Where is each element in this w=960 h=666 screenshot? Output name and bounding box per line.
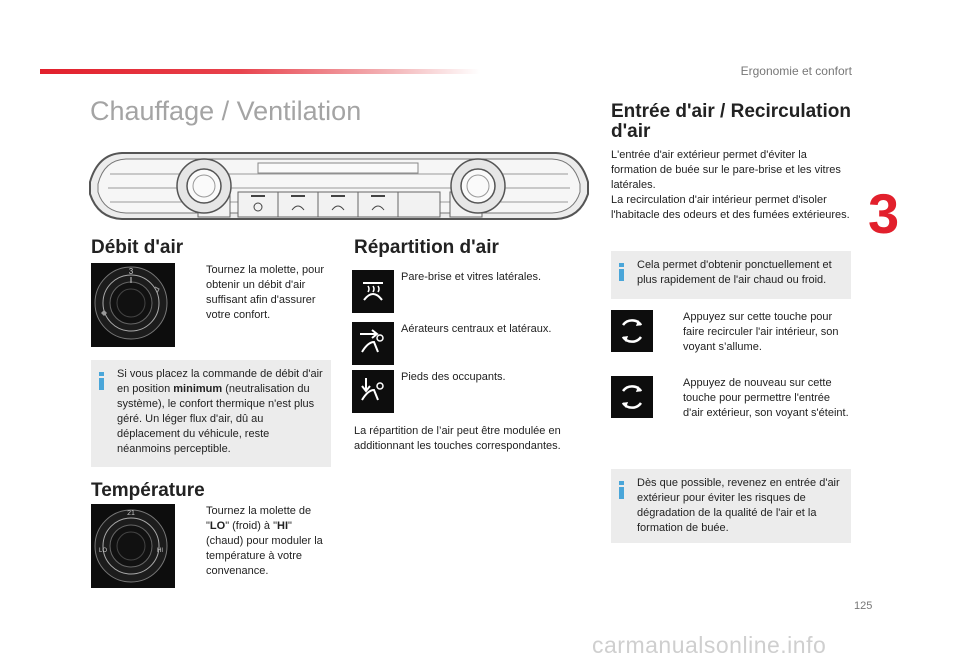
watermark: carmanualsonline.info [592,632,827,658]
entree-step-2 [663,376,851,421]
temp-dial-value: 21 [127,510,135,517]
climate-control-panel-illustration [86,148,592,224]
debit-info-bold: minimum [173,383,223,395]
temperature-instruction [186,504,326,579]
temp-dial-hi: HI [157,548,163,554]
fan-dial-label: 3 [128,267,134,276]
entree-info-box-2 [611,469,851,543]
entree-step-1-text: Appuyez sur cette touche pour faire recirculer l'air intérieur, son voyant s’allume. [683,311,839,353]
repartition-note: La répartition de l’air peut être modulée en additionnant les touches correspondantes. [354,425,561,452]
repartition-item-3: Pieds des occupants. [401,371,506,383]
temperature-dial-image [91,504,175,588]
repartition-item-2: Aérateurs centraux et latéraux. [401,323,552,335]
repartition-title: Répartition d'air [354,237,499,258]
temp-dial-lo: LO [99,548,108,554]
temperature-title: Température [91,480,205,501]
outside-air-icon [611,376,653,418]
entree-step-2-text: Appuyez de nouveau sur cette touche pour permettre l'entrée d'air extérieur, son voyant s'éteint. [683,377,849,419]
temperature-hi: HI [277,520,289,532]
entree-step-1 [663,310,851,355]
entree-info-2-text: Dès que possible, revenez en entrée d'air extérieur pour éviter les risques de dégradation de la qualité de l'air et la formation de buée. [637,477,840,534]
debit-title: Débit d'air [91,237,184,258]
page-number: 125 [854,600,873,612]
debit-info-box [91,360,331,467]
entree-info-1-text: Cela permet d'obtenir ponctuellement et plus rapidement de l'air chaud ou froid. [637,259,832,286]
entree-info-box-1 [611,251,851,299]
info-icon [619,263,624,281]
face-vent-icon [352,322,394,365]
foot-vent-icon [352,370,394,413]
entree-title: Entrée d'air / Recirculation d'air [611,101,851,142]
repartition-item-1: Pare-brise et vitres latérales. [401,271,541,283]
debit-instruction [186,263,334,323]
page-title: Chauffage / Ventilation [90,96,362,126]
debit-info-text: Si vous placez la commande de débit d'air en position minimum (neutralisation du système), le confort thermique n'est plus géré. Un léger flux d'air, dû au déplacement du véhicule, reste néanmoins perceptible. [117,368,323,455]
recirculation-icon [611,310,653,352]
temperature-lo: LO [209,520,226,532]
debit-instruction-text: Tournez la molette, pour obtenir un débit d'air suffisant afin d'assurer votre confort. [206,264,325,321]
info-icon [99,372,104,390]
windshield-defrost-icon [352,270,394,313]
header-red-bar [40,69,480,74]
chapter-number: 3 [868,182,900,245]
section-header: Ergonomie et confort [740,64,852,78]
info-icon [619,481,624,499]
fan-dial-image [91,263,175,347]
entree-intro: L'entrée d'air extérieur permet d'éviter la formation de buée sur le pare-brise et les vitres latérales. La recirculation d'air intérieur permet d'isoler l'habitacle des odeurs et des fumées extérieures. [611,149,850,221]
temperature-instruction-text: Tournez la molette de "LO" (froid) à "HI" (chaud) pour moduler la température à votre convenance. [206,505,323,577]
